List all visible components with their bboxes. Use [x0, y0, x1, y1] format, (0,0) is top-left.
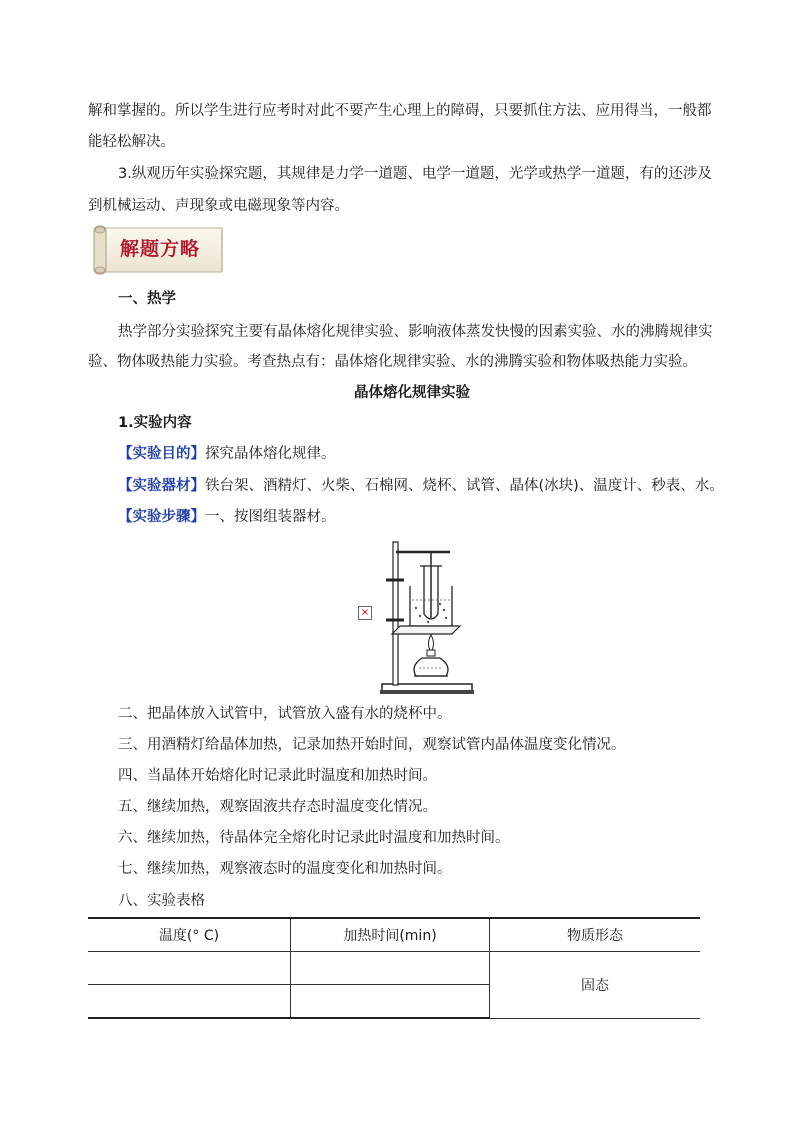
- step-line: 二、把晶体放入试管中，试管放入盛有水的烧杯中。: [118, 706, 452, 722]
- table-row: [88, 952, 700, 985]
- table-cell: [291, 985, 490, 1019]
- equipment-line: [118, 476, 724, 496]
- section-heading: 一、热学: [118, 291, 176, 307]
- experiment-title: 晶体熔化规律实验: [354, 385, 470, 401]
- state-cell: 固态: [490, 952, 701, 1019]
- table-cell: [291, 952, 490, 985]
- paragraph-line: 解和掌握的。所以学生进行应考时对此不要产生心理上的障碍，只要抓住方法、应用得当，一般都: [88, 103, 712, 119]
- equipment-tag: 【实验器材】: [118, 478, 205, 494]
- purpose-text: 探究晶体熔化规律。: [205, 446, 336, 462]
- experiment-table: [88, 917, 700, 1019]
- step-line: 六、继续加热，待晶体完全熔化时记录此时温度和加热时间。: [118, 830, 510, 846]
- paragraph-line: 验、物体吸热能力实验。考查热点有：晶体熔化规律实验、水的沸腾实验和物体吸热能力实验。: [88, 354, 697, 370]
- subheading: 1.实验内容: [118, 415, 192, 431]
- step-line: 八、实验表格: [118, 893, 205, 909]
- apparatus-figure: [356, 540, 476, 696]
- step-line: 四、当晶体开始熔化时记录此时温度和加热时间。: [118, 768, 437, 784]
- paragraph-line: 能轻松解决。: [88, 134, 175, 150]
- steps-first: 一、按图组装器材。: [205, 509, 336, 525]
- header-temperature: 温度(° C): [88, 918, 291, 952]
- table-header-row: [88, 918, 700, 952]
- purpose-tag: 【实验目的】: [118, 446, 205, 462]
- paragraph-line: 3.纵观历年实验探究题，其规律是力学一道题、电学一道题，光学或热学一道题，有的还涉及: [118, 166, 712, 182]
- paragraph-line: 热学部分实验探究主要有晶体熔化规律实验、影响液体蒸发快慢的因素实验、水的沸腾规律实: [118, 324, 713, 340]
- paragraph-line: 到机械运动、声现象或电磁现象等内容。: [88, 198, 349, 214]
- step-line: 七、继续加热，观察液态时的温度变化和加热时间。: [118, 861, 452, 877]
- step-line: 五、继续加热，观察固液共存态时温度变化情况。: [118, 799, 437, 815]
- broken-image-icon: ×: [358, 606, 372, 620]
- steps-line: [118, 507, 336, 527]
- table-cell: [88, 985, 291, 1019]
- banner-title: 解题方略: [120, 238, 201, 260]
- header-state: 物质形态: [490, 918, 701, 952]
- purpose-line: [118, 444, 336, 464]
- equipment-text: 铁台架、酒精灯、火柴、石棉网、烧杯、试管、晶体(冰块)、温度计、秒表、水。: [205, 478, 724, 494]
- header-heating-time: 加热时间(min): [291, 918, 490, 952]
- step-line: 三、用酒精灯给晶体加热，记录加热开始时间，观察试管内晶体温度变化情况。: [118, 737, 626, 753]
- steps-tag: 【实验步骤】: [118, 509, 205, 525]
- table-cell: [88, 952, 291, 985]
